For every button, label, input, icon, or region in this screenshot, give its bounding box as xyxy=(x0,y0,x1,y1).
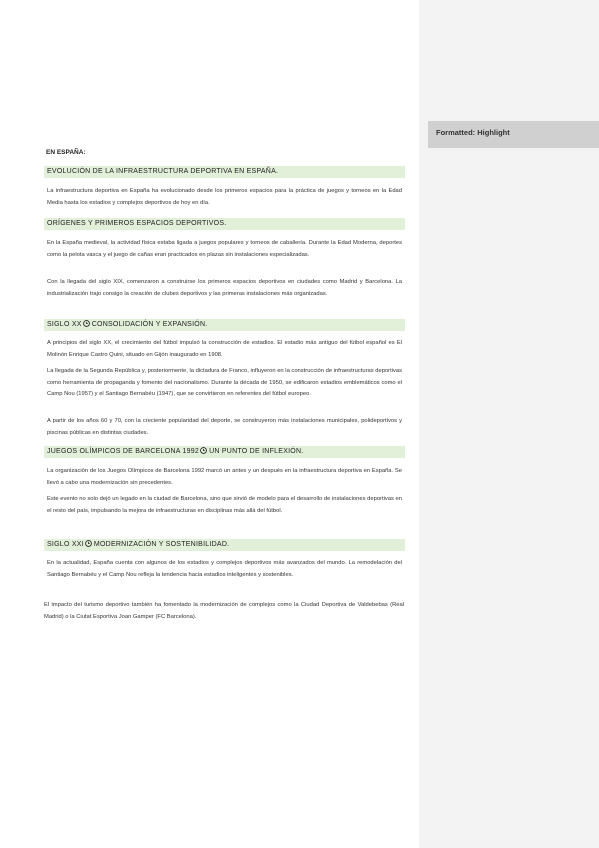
paragraph: La llegada de la Segunda República y, posteriormente, la dictadura de Franco, influyeron en la construcción de infraestructuras deportivas como herramienta de propaganda y fomento del nacionalismo. Durante la década de 1950, se edificaron estadios emblemáticos como el Camp Nou (1957) y el Santiago Bernabéu (1947), que se convirtieron en referentes del fútbol europeo. xyxy=(47,368,402,397)
section-heading-prefix: SIGLO XX xyxy=(47,321,82,328)
paragraph: A principios del siglo XX, el crecimiento del fútbol impulsó la construcción de estadios. El estadio más antiguo del fútbol español es El Molinón Enrique Castro Quini, situado en Gijón inaugurado en 1908. xyxy=(47,340,402,358)
paragraph: La infraestructura deportiva en España ha evolucionado desde los primeros espacios para la práctica de juegos y torneos en la Edad Media hasta los estadios y complejos deportivos de hoy en día. xyxy=(47,188,402,206)
paragraph: Con la llegada del siglo XIX, comenzaron a construirse los primeros espacios deportivos en ciudades como Madrid y Barcelona. La industrialización trajo consigo la creación de clubes deportivos y las primeras instalaciones más organizadas. xyxy=(47,279,402,297)
section-heading-suffix: UN PUNTO DE INFLEXIÓN. xyxy=(209,448,304,455)
section-heading-evolucion xyxy=(44,166,405,178)
section-heading-siglo-xxi xyxy=(44,539,405,551)
section-heading-text: EVOLUCIÓN DE LA INFRAESTRUCTURA DEPORTIVA EN ESPAÑA. xyxy=(47,168,279,175)
section-heading-origenes xyxy=(44,218,405,230)
intro-label: EN ESPAÑA: xyxy=(46,149,86,156)
closing-paragraph: El impacto del turismo deportivo también ha fomentado la modernización de complejos como la Ciudad Deportiva de Valdebebas (Real Madrid) o la Ciutat Esportiva Joan Gamper (FC Barcelona). xyxy=(44,602,404,620)
section-heading-text: ORÍGENES Y PRIMEROS ESPACIOS DEPORTIVOS. xyxy=(47,220,227,227)
paragraph: En la actualidad, España cuenta con algunos de los estadios y complejos deportivos más avanzados del mundo. La remodelación del Santiago Bernabéu y el Camp Nou refleja la tendencia hacia estadios inteligentes y sostenibles. xyxy=(47,560,402,578)
clock-icon xyxy=(200,447,207,454)
formatting-comment[interactable] xyxy=(428,121,599,148)
section-heading-siglo-xx xyxy=(44,319,405,331)
paragraph: Este evento no solo dejó un legado en la ciudad de Barcelona, sino que sirvió de modelo para el desarrollo de instalaciones deportivas en el resto del país, impulsando la mejora de infraestructuras en disciplinas más allá del fútbol. xyxy=(47,496,402,514)
paragraph: A partir de los años 60 y 70, con la creciente popularidad del deporte, se construyeron más instalaciones municipales, polideportivos y piscinas públicas en distintas ciudades. xyxy=(47,418,402,436)
section-heading-prefix: JUEGOS OLÍMPICOS DE BARCELONA 1992 xyxy=(47,448,200,455)
paragraph: La organización de los Juegos Olímpicos de Barcelona 1992 marcó un antes y un después en la infraestructura deportiva en España. Se llevó a cabo una modernización sin precedentes. xyxy=(47,468,402,486)
section-heading-suffix: CONSOLIDACIÓN Y EXPANSIÓN. xyxy=(91,321,208,328)
clock-icon xyxy=(85,540,92,547)
formatting-comment-label: Formatted: Highlight xyxy=(436,128,510,137)
section-heading-prefix: SIGLO XXI xyxy=(47,541,84,548)
paragraph: En la España medieval, la actividad física estaba ligada a juegos populares y torneos de caballería. Durante la Edad Moderna, deportes como la pelota vasca y el juego de cañas eran practicados en plazas sin instalaciones especializadas. xyxy=(47,240,402,258)
section-heading-barcelona-1992 xyxy=(44,446,405,458)
section-heading-suffix: MODERNIZACIÓN Y SOSTENIBILIDAD. xyxy=(93,541,230,548)
clock-icon xyxy=(83,320,90,327)
